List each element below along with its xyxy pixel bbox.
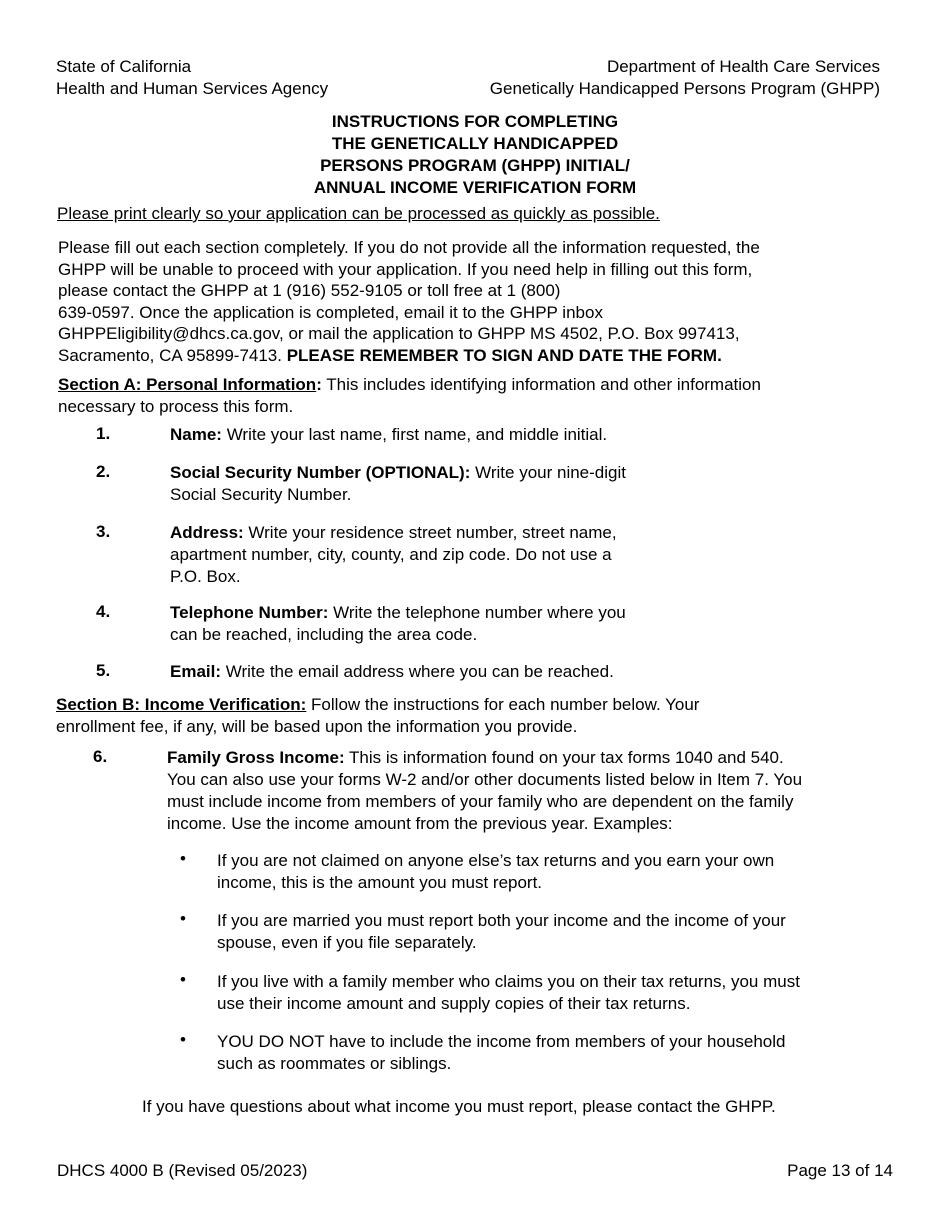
item-family-income bbox=[167, 747, 887, 835]
item-desc: Write your nine-digit bbox=[470, 463, 626, 482]
intro-line: GHPP will be unable to proceed with your application. If you need help in filling out this form, bbox=[58, 259, 753, 279]
item-label: Email: bbox=[170, 662, 222, 681]
intro-line: GHPPEligibility@dhcs.ca.gov, or mail the application to GHPP MS 4502, P.O. Box 997413, bbox=[58, 324, 740, 344]
bullet-icon: • bbox=[180, 1030, 186, 1049]
title-line: THE GENETICALLY HANDICAPPED bbox=[331, 134, 619, 153]
section-b-intro bbox=[56, 694, 876, 738]
intro-address: Sacramento, CA 95899-7413. bbox=[58, 345, 287, 365]
form-id: DHCS 4000 B (Revised 05/2023) bbox=[57, 1161, 308, 1180]
bullet-item bbox=[217, 971, 877, 1014]
header-department bbox=[490, 56, 880, 100]
section-a-heading: Section A: Personal Information bbox=[58, 375, 317, 394]
item-desc: P.O. Box. bbox=[170, 567, 241, 586]
document-title bbox=[0, 111, 950, 199]
item-ssn bbox=[170, 462, 626, 506]
item-desc: Social Security Number. bbox=[170, 485, 352, 504]
item-address bbox=[170, 522, 617, 588]
item-number: 4. bbox=[96, 602, 111, 621]
item-label: Social Security Number (OPTIONAL): bbox=[170, 463, 471, 482]
bullet-line: such as roommates or siblings. bbox=[217, 1053, 452, 1073]
section-a-text: This includes identifying information and other information bbox=[321, 375, 761, 394]
section-b-text: enrollment fee, if any, will be based upon the information you provide. bbox=[56, 717, 578, 736]
item-name bbox=[170, 424, 607, 446]
closing-note: If you have questions about what income you must report, please contact the GHPP. bbox=[142, 1097, 776, 1116]
intro-line bbox=[58, 345, 858, 367]
intro-paragraph bbox=[58, 237, 858, 367]
item-desc: apartment number, city, county, and zip code. Do not use a bbox=[170, 545, 612, 564]
sign-reminder: PLEASE REMEMBER TO SIGN AND DATE THE FORM. bbox=[286, 345, 722, 365]
item-desc: You can also use your forms W-2 and/or other documents listed below in Item 7. You bbox=[167, 770, 803, 789]
item-desc: can be reached, including the area code. bbox=[170, 625, 478, 644]
item-desc: Write the telephone number where you bbox=[328, 603, 626, 622]
section-b-text: Follow the instructions for each number below. Your bbox=[306, 695, 700, 714]
section-a-text: necessary to process this form. bbox=[58, 397, 294, 416]
intro-line: please contact the GHPP at 1 (916) 552-9105 or toll free at 1 (800) bbox=[58, 281, 561, 301]
page-number: Page 13 of 14 bbox=[787, 1161, 893, 1180]
bullet-icon: • bbox=[180, 909, 186, 928]
header-agency-name: Health and Human Services Agency bbox=[56, 79, 329, 98]
intro-line: Please fill out each section completely. If you do not provide all the information requested, the bbox=[58, 238, 760, 257]
item-desc: Write your residence street number, street name, bbox=[243, 523, 617, 542]
bullet-line: If you are not claimed on anyone else’s tax returns and you earn your own bbox=[217, 851, 775, 870]
title-line: INSTRUCTIONS FOR COMPLETING bbox=[331, 112, 619, 131]
item-number: 3. bbox=[96, 522, 111, 541]
bullet-item bbox=[217, 1031, 877, 1074]
section-a-intro bbox=[58, 374, 858, 418]
bullet-item bbox=[217, 850, 877, 893]
bullet-line: YOU DO NOT have to include the income from members of your household bbox=[217, 1032, 786, 1051]
item-number: 1. bbox=[96, 424, 111, 443]
bullet-icon: • bbox=[180, 849, 186, 868]
bullet-line: If you live with a family member who claims you on their tax returns, you must bbox=[217, 972, 800, 991]
intro-line: 639-0597. Once the application is completed, email it to the GHPP inbox bbox=[58, 302, 603, 322]
bullet-line: If you are married you must report both your income and the income of your bbox=[217, 911, 786, 930]
item-desc: This is information found on your tax forms 1040 and 540. bbox=[344, 748, 784, 767]
item-label: Family Gross Income: bbox=[167, 748, 345, 767]
item-desc: Write your last name, first name, and middle initial. bbox=[221, 425, 608, 444]
item-telephone bbox=[170, 602, 626, 646]
header-program-name: Genetically Handicapped Persons Program (GHPP) bbox=[489, 79, 880, 98]
header-department-name: Department of Health Care Services bbox=[606, 57, 880, 76]
item-email bbox=[170, 661, 614, 683]
item-desc: income. Use the income amount from the previous year. Examples: bbox=[167, 814, 673, 833]
title-line: PERSONS PROGRAM (GHPP) INITIAL/ bbox=[320, 156, 630, 175]
bullet-icon: • bbox=[180, 970, 186, 989]
item-number: 2. bbox=[96, 462, 111, 481]
title-line: ANNUAL INCOME VERIFICATION FORM bbox=[313, 178, 637, 197]
item-number: 6. bbox=[93, 747, 108, 766]
bullet-line: income, this is the amount you must report. bbox=[217, 872, 543, 892]
item-label: Address: bbox=[170, 523, 244, 542]
item-label: Name: bbox=[170, 425, 222, 444]
item-desc: must include income from members of your family who are dependent on the family bbox=[167, 792, 794, 811]
section-a-colon: : bbox=[316, 375, 322, 394]
bullet-item bbox=[217, 910, 877, 953]
item-number: 5. bbox=[96, 661, 111, 680]
print-note: Please print clearly so your application can be processed as quickly as possible. bbox=[57, 204, 660, 223]
section-b-heading: Section B: Income Verification: bbox=[56, 695, 307, 714]
header-state: State of California bbox=[56, 57, 192, 76]
bullet-line: use their income amount and supply copies of their tax returns. bbox=[217, 993, 691, 1013]
header-agency bbox=[56, 56, 328, 100]
item-desc: Write the email address where you can be reached. bbox=[221, 662, 614, 681]
bullet-line: spouse, even if you file separately. bbox=[217, 932, 477, 952]
item-label: Telephone Number: bbox=[170, 603, 329, 622]
